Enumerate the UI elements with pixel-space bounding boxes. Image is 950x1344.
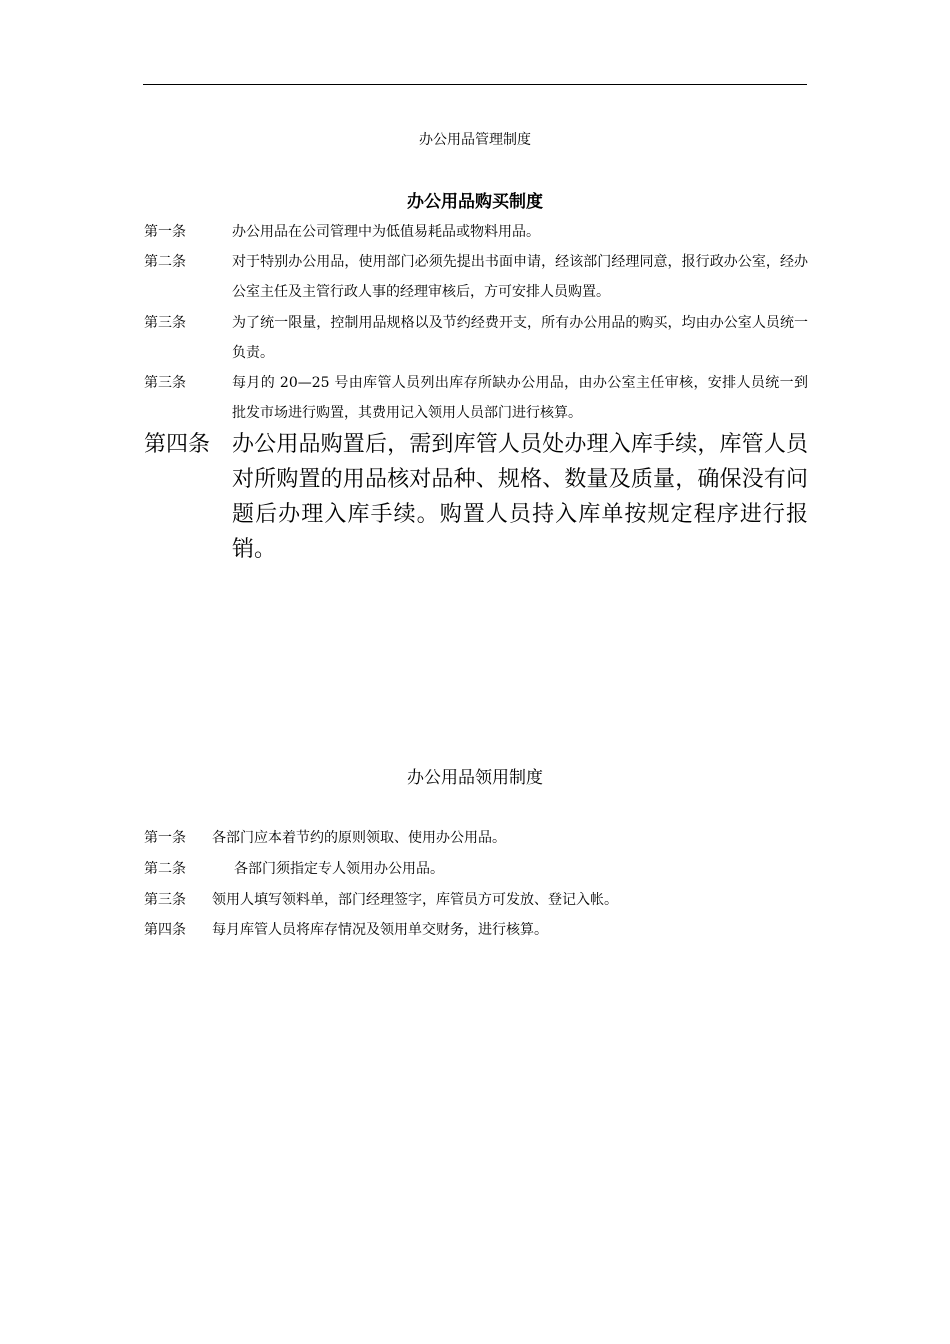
usage-article-4 bbox=[144, 916, 808, 944]
purchase-article-4 bbox=[144, 368, 808, 428]
article-number: 第四条 bbox=[144, 922, 186, 938]
article-number: 第一条 bbox=[144, 830, 186, 846]
purchase-article-2 bbox=[144, 247, 808, 307]
article-text: 领用人填写领料单，部门经理签字，库管员方可发放、登记入帐。 bbox=[212, 892, 618, 908]
article-text: 办公用品购置后，需到库管人员处办理入库手续，库管人员对所购置的用品核对品种、规格、数量及质量，确保没有问题后办理入库手续。购置人员持入库单按规定程序进行报销。 bbox=[232, 432, 808, 562]
section-title-purchase: 办公用品购买制度 bbox=[407, 192, 543, 212]
purchase-article-1 bbox=[144, 217, 808, 247]
purchase-article-3 bbox=[144, 308, 808, 368]
article-text: 各部门须指定专人领用办公用品。 bbox=[234, 861, 444, 877]
article-number: 第二条 bbox=[144, 861, 186, 877]
purchase-article-5 bbox=[144, 427, 808, 567]
article-text: 各部门应本着节约的原则领取、使用办公用品。 bbox=[212, 830, 506, 846]
section-title-usage: 办公用品领用制度 bbox=[407, 768, 543, 788]
article-text: 对于特别办公用品，使用部门必须先提出书面申请，经该部门经理同意，报行政办公室，经办公室主任及主管行政人事的经理审核后，方可安排人员购置。 bbox=[232, 254, 808, 300]
header-rule bbox=[143, 84, 807, 85]
article-number: 第三条 bbox=[144, 315, 186, 331]
article-number: 第三条 bbox=[144, 892, 186, 908]
usage-article-3 bbox=[144, 886, 808, 914]
usage-article-2 bbox=[144, 855, 808, 883]
article-number: 第四条 bbox=[144, 432, 211, 457]
article-text: 每月的 20—25 号由库管人员列出库存所缺办公用品，由办公室主任审核，安排人员统一到批发市场进行购置，其费用记入领用人员部门进行核算。 bbox=[232, 375, 808, 421]
usage-article-1 bbox=[144, 824, 808, 852]
article-text: 办公用品在公司管理中为低值易耗品或物料用品。 bbox=[232, 224, 540, 240]
article-text: 为了统一限量，控制用品规格以及节约经费开支，所有办公用品的购买，均由办公室人员统一负责。 bbox=[232, 315, 808, 361]
article-number: 第一条 bbox=[144, 224, 186, 240]
article-number: 第二条 bbox=[144, 254, 186, 270]
article-text: 每月库管人员将库存情况及领用单交财务，进行核算。 bbox=[212, 922, 548, 938]
article-number: 第三条 bbox=[144, 375, 186, 391]
document-title: 办公用品管理制度 bbox=[419, 132, 531, 148]
